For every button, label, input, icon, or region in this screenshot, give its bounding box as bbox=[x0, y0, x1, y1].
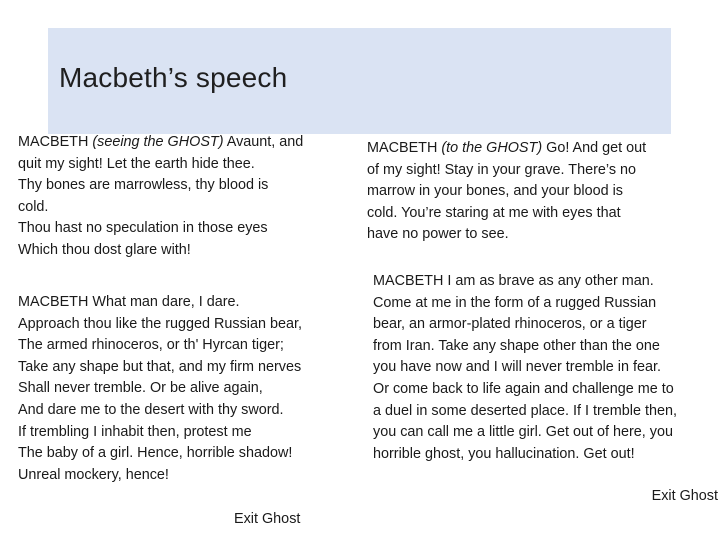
modern-speech-part-2 bbox=[373, 271, 677, 465]
modern-speech-part-1 bbox=[367, 138, 646, 246]
speaker-name: MACBETH bbox=[18, 134, 89, 150]
original-speech-part-1-first-line bbox=[18, 132, 303, 154]
speech-line: Take any shape but that, and my firm nerves bbox=[18, 358, 302, 375]
exit-ghost-modern: Exit Ghost bbox=[651, 488, 718, 504]
speech-line: Thou hast no speculation in those eyes bbox=[18, 220, 268, 237]
speech-line: quit my sight! Let the earth hide thee. bbox=[18, 155, 255, 172]
speech-line: Shall never tremble. Or be alive again, bbox=[18, 380, 263, 397]
exit-ghost-original: Exit Ghost bbox=[234, 511, 301, 527]
speech-line: a duel in some deserted place. If I tremble then, bbox=[373, 402, 677, 419]
speech-line: Approach thou like the rugged Russian bear, bbox=[18, 315, 303, 332]
modern-speech-part-2-first-line bbox=[373, 271, 677, 293]
speech-line: Thy bones are marrowless, thy blood is bbox=[18, 177, 269, 194]
speech-line: The armed rhinoceros, or th' Hyrcan tiger; bbox=[18, 337, 284, 354]
speaker-name: MACBETH bbox=[18, 294, 89, 310]
speech-line: Which thou dost glare with! bbox=[18, 241, 191, 258]
speech-line: Or come back to life again and challenge me to bbox=[373, 380, 674, 397]
speech-line: horrible ghost, you hallucination. Get out! bbox=[373, 445, 635, 462]
speech-line: of my sight! Stay in your grave. There’s no bbox=[367, 161, 637, 178]
speaker-name: MACBETH bbox=[367, 140, 438, 156]
speech-line: The baby of a girl. Hence, horrible shadow! bbox=[18, 445, 293, 462]
slide-title: Macbeth’s speech bbox=[59, 62, 288, 93]
speech-line: you can call me a little girl. Get out of here, you bbox=[373, 424, 673, 441]
speech-line: have no power to see. bbox=[367, 226, 509, 243]
line-text: Avaunt, and bbox=[223, 134, 304, 150]
speech-line: Unreal mockery, hence! bbox=[18, 466, 169, 483]
original-speech-part-2 bbox=[18, 292, 302, 486]
stage-direction: (to the GHOST) bbox=[441, 140, 543, 156]
original-speech-part-1 bbox=[18, 132, 303, 262]
speech-line: If trembling I inhabit then, protest me bbox=[18, 423, 252, 440]
speech-line: from Iran. Take any shape other than the one bbox=[373, 337, 660, 354]
speaker-name: MACBETH bbox=[373, 273, 444, 289]
original-speech-part-2-first-line bbox=[18, 292, 302, 314]
speech-line: bear, an armor-plated rhinoceros, or a tiger bbox=[373, 316, 647, 333]
line-text: I am as brave as any other man. bbox=[443, 273, 654, 289]
speech-line: Come at me in the form of a rugged Russian bbox=[373, 294, 657, 311]
speech-line: And dare me to the desert with thy sword. bbox=[18, 401, 284, 418]
speech-line: cold. bbox=[18, 198, 49, 215]
modern-speech-part-1-first-line bbox=[367, 138, 646, 160]
speech-line: you have now and I will never tremble in fear. bbox=[373, 359, 661, 376]
line-text: Go! And get out bbox=[542, 140, 647, 156]
speech-line: marrow in your bones, and your blood is bbox=[367, 183, 623, 200]
stage-direction: (seeing the GHOST) bbox=[92, 134, 224, 150]
line-text: What man dare, I dare. bbox=[88, 294, 240, 310]
speech-line: cold. You’re staring at me with eyes that bbox=[367, 204, 621, 221]
